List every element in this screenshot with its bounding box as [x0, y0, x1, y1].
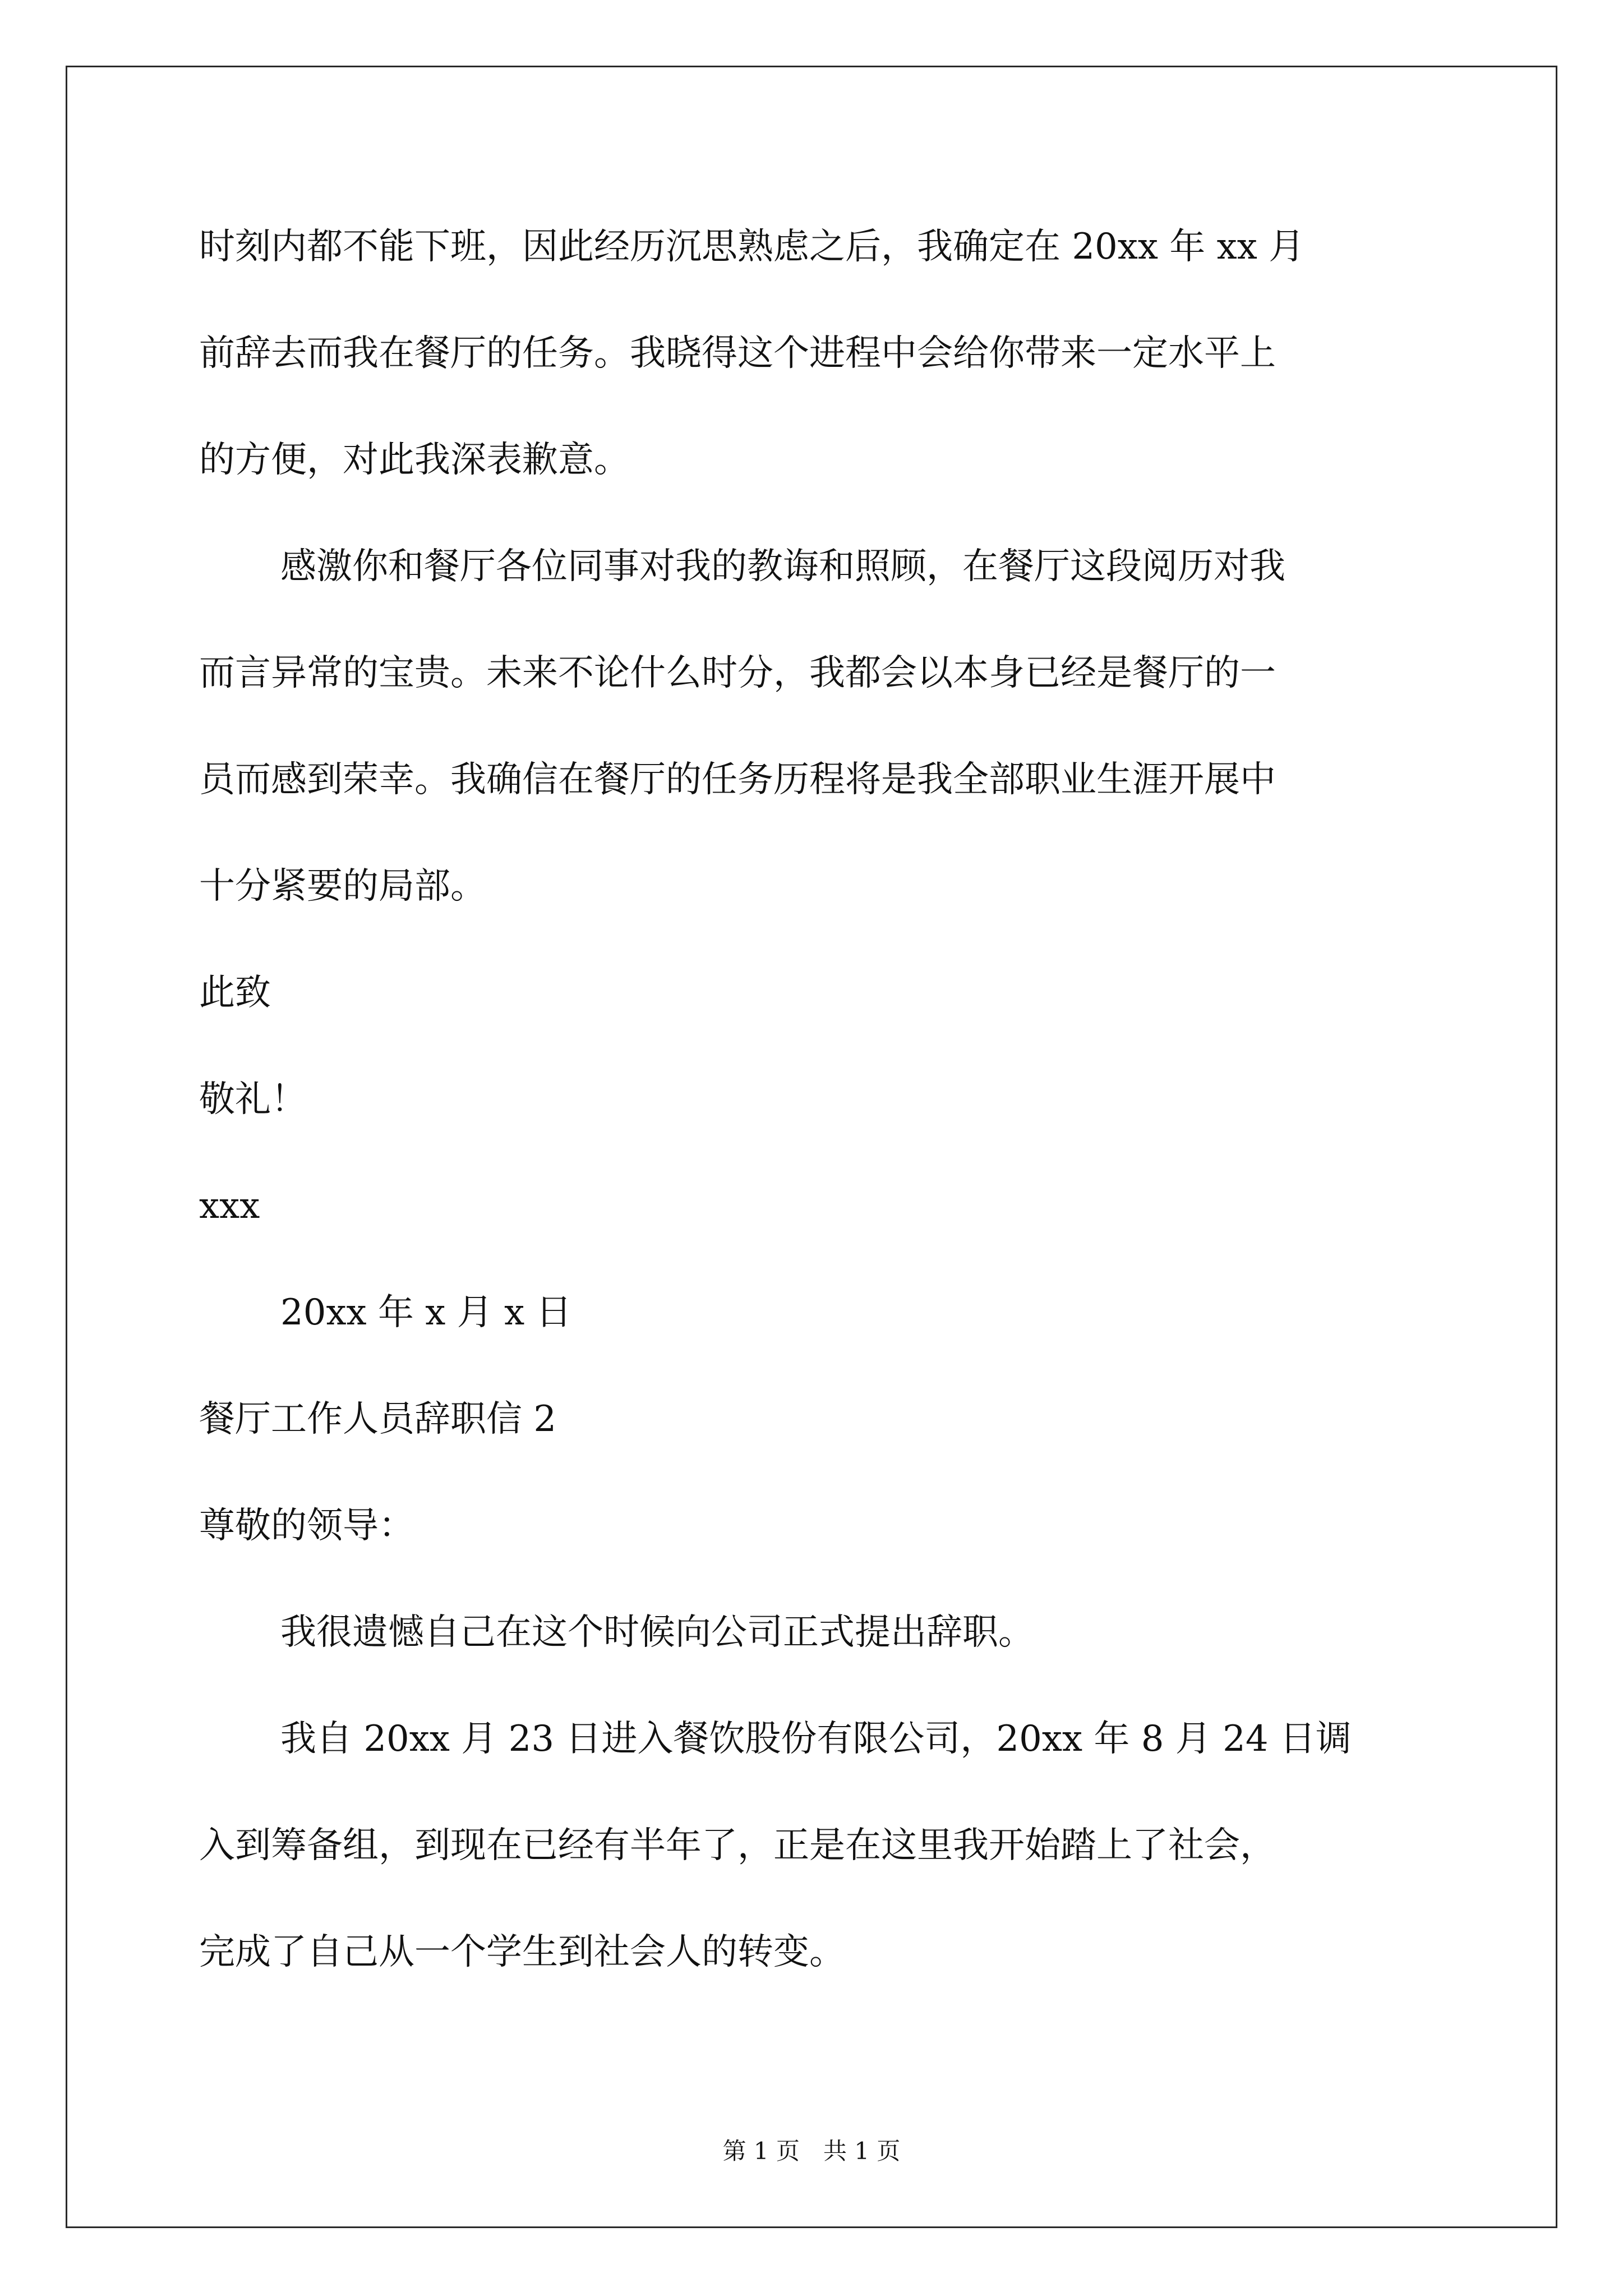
letter-greeting: 尊敬的领导： — [199, 1505, 414, 1547]
paragraph-line: 我很遗憾自己在这个时候向公司正式提出辞职。 — [280, 1612, 1034, 1653]
closing-salutation: 此致 — [199, 972, 271, 1014]
paragraph-line: 入到筹备组，到现在已经有半年了，正是在这里我开始踏上了社会， — [199, 1825, 1276, 1866]
signature-name: xxx — [199, 1185, 260, 1227]
paragraph-line: 前辞去而我在餐厅的任务。我晓得这个进程中会给你带来一定水平上 — [199, 333, 1276, 374]
page-frame — [66, 66, 1557, 2228]
page-footer: 第 1 页 共 1 页 — [722, 2137, 901, 2165]
paragraph-line: 而言异常的宝贵。未来不论什么时分，我都会以本身已经是餐厅的一 — [199, 652, 1276, 694]
paragraph-line: 我自 20xx 月 23 日进入餐饮股份有限公司，20xx 年 8 月 24 日调 — [280, 1718, 1352, 1760]
signature-date: 20xx 年 x 月 x 日 — [280, 1292, 572, 1333]
letter-title: 餐厅工作人员辞职信 2 — [199, 1398, 557, 1440]
paragraph-line: 十分紧要的局部。 — [199, 866, 486, 907]
paragraph-line: 的方便，对此我深表歉意。 — [199, 439, 630, 481]
paragraph-line: 时刻内都不能下班，因此经历沉思熟虑之后，我确定在 20xx 年 xx 月 — [199, 226, 1305, 268]
paragraph-line: 员而感到荣幸。我确信在餐厅的任务历程将是我全部职业生涯开展中 — [199, 759, 1276, 800]
paragraph-line: 感激你和餐厅各位同事对我的教诲和照顾，在餐厅这段阅历对我 — [280, 546, 1285, 587]
closing-regards: 敬礼！ — [199, 1079, 307, 1120]
paragraph-line: 完成了自己从一个学生到社会人的转变。 — [199, 1931, 845, 1973]
